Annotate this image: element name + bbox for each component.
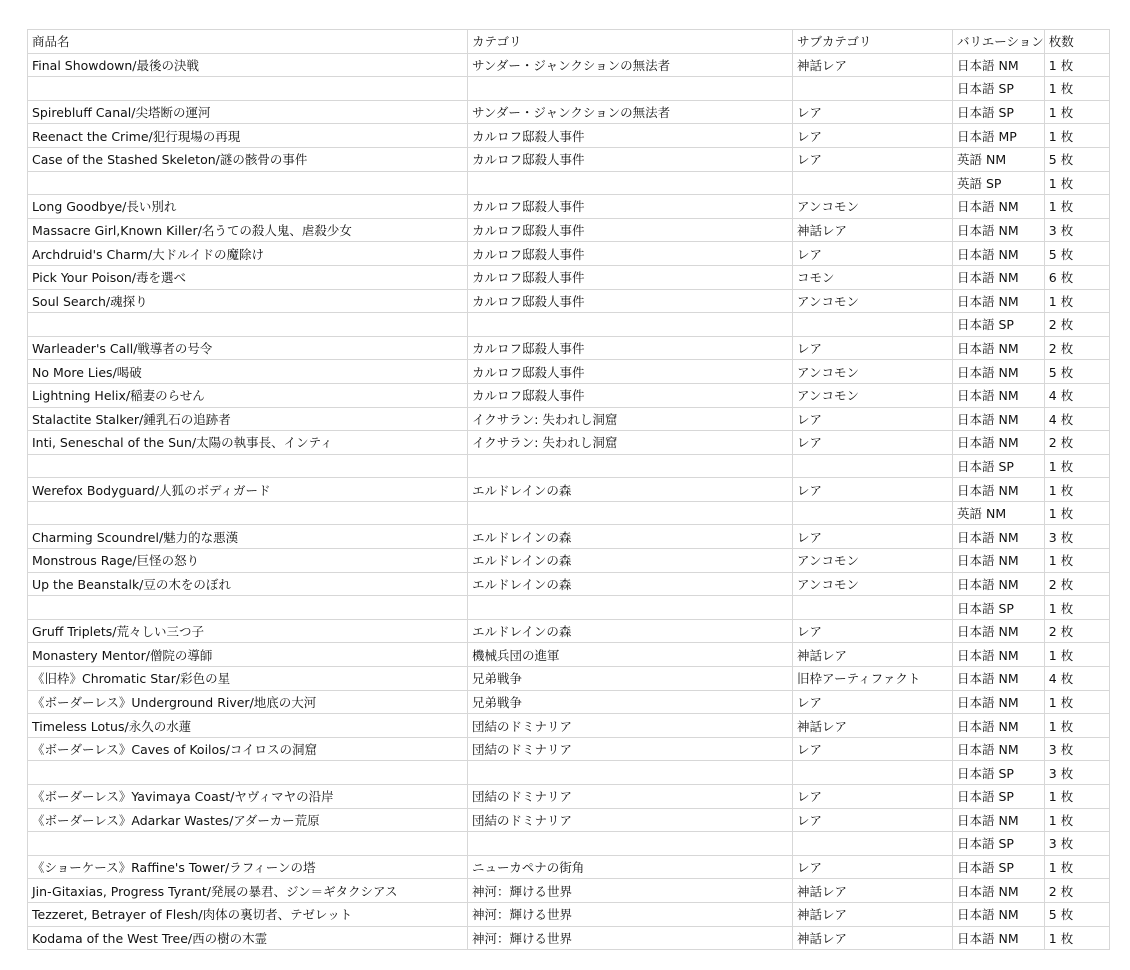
category-cell[interactable]: カルロフ邸殺人事件 [468, 195, 793, 219]
quantity-cell[interactable]: 1 枚 [1044, 77, 1109, 101]
header-variation[interactable]: バリエーション [953, 30, 1045, 54]
table-row [28, 808, 1110, 832]
category-cell[interactable]: 兄弟戦争 [468, 667, 793, 691]
variation-cell[interactable]: 日本語 NM [953, 643, 1045, 667]
category-cell[interactable]: イクサラン: 失われし洞窟 [468, 431, 793, 455]
quantity-cell[interactable]: 4 枚 [1044, 407, 1109, 431]
product-name-cell[interactable] [28, 501, 468, 525]
category-cell[interactable]: 神河：輝ける世界 [468, 902, 793, 926]
table-row [28, 289, 1110, 313]
category-cell[interactable] [468, 454, 793, 478]
subcategory-cell[interactable]: 神話レア [793, 643, 953, 667]
variation-cell[interactable]: 日本語 NM [953, 360, 1045, 384]
product-name-cell[interactable]: Jin-Gitaxias, Progress Tyrant/発展の暴君、ジン＝ギタクシアス [28, 879, 468, 903]
product-name-cell[interactable]: Inti, Seneschal of the Sun/太陽の執事長、インティ [28, 431, 468, 455]
product-name-cell[interactable]: Soul Search/魂探り [28, 289, 468, 313]
table-row [28, 879, 1110, 903]
subcategory-cell[interactable]: 神話レア [793, 53, 953, 77]
subcategory-cell[interactable]: レア [793, 808, 953, 832]
category-cell[interactable]: 機械兵団の進軍 [468, 643, 793, 667]
category-cell[interactable]: カルロフ邸殺人事件 [468, 265, 793, 289]
variation-cell[interactable]: 日本語 NM [953, 667, 1045, 691]
category-cell[interactable]: 団結のドミナリア [468, 785, 793, 809]
table-row [28, 737, 1110, 761]
variation-cell[interactable]: 日本語 MP [953, 124, 1045, 148]
subcategory-cell[interactable]: コモン [793, 265, 953, 289]
subcategory-cell[interactable]: レア [793, 407, 953, 431]
table-row [28, 360, 1110, 384]
subcategory-cell[interactable]: アンコモン [793, 572, 953, 596]
product-name-cell[interactable]: Warleader's Call/戦導者の号令 [28, 336, 468, 360]
subcategory-cell[interactable]: 神話レア [793, 926, 953, 950]
quantity-cell[interactable]: 2 枚 [1044, 336, 1109, 360]
quantity-cell[interactable]: 1 枚 [1044, 454, 1109, 478]
product-name-cell[interactable]: Monstrous Rage/巨怪の怒り [28, 549, 468, 573]
product-name-cell[interactable]: Massacre Girl,Known Killer/名うての殺人鬼、虐殺少女 [28, 218, 468, 242]
variation-cell[interactable]: 日本語 SP [953, 313, 1045, 337]
product-name-cell[interactable] [28, 761, 468, 785]
header-product-name[interactable]: 商品名 [28, 30, 468, 54]
table-row [28, 313, 1110, 337]
table-row [28, 218, 1110, 242]
product-name-cell[interactable]: 《ショーケース》Raffine's Tower/ラフィーンの塔 [28, 855, 468, 879]
variation-cell[interactable]: 日本語 NM [953, 289, 1045, 313]
variation-cell[interactable]: 日本語 NM [953, 690, 1045, 714]
category-cell[interactable]: エルドレインの森 [468, 549, 793, 573]
product-name-cell[interactable]: Charming Scoundrel/魅力的な悪漢 [28, 525, 468, 549]
quantity-cell[interactable]: 2 枚 [1044, 619, 1109, 643]
quantity-cell[interactable]: 3 枚 [1044, 761, 1109, 785]
variation-cell[interactable]: 日本語 NM [953, 619, 1045, 643]
category-cell[interactable]: カルロフ邸殺人事件 [468, 360, 793, 384]
quantity-cell[interactable]: 1 枚 [1044, 855, 1109, 879]
table-row [28, 431, 1110, 455]
subcategory-cell[interactable]: レア [793, 124, 953, 148]
variation-cell[interactable]: 日本語 NM [953, 336, 1045, 360]
category-cell[interactable]: サンダー・ジャンクションの無法者 [468, 100, 793, 124]
product-name-cell[interactable]: Werefox Bodyguard/人狐のボディガード [28, 478, 468, 502]
category-cell[interactable]: カルロフ邸殺人事件 [468, 289, 793, 313]
header-quantity[interactable]: 枚数 [1044, 30, 1109, 54]
subcategory-cell[interactable]: 神話レア [793, 902, 953, 926]
quantity-cell[interactable]: 3 枚 [1044, 218, 1109, 242]
quantity-cell[interactable]: 3 枚 [1044, 525, 1109, 549]
subcategory-cell[interactable]: アンコモン [793, 195, 953, 219]
category-cell[interactable]: 神河：輝ける世界 [468, 879, 793, 903]
inventory-table [27, 29, 1110, 950]
table-row [28, 501, 1110, 525]
category-cell[interactable] [468, 832, 793, 856]
table-row [28, 667, 1110, 691]
quantity-cell[interactable]: 6 枚 [1044, 265, 1109, 289]
table-row [28, 242, 1110, 266]
quantity-cell[interactable]: 1 枚 [1044, 478, 1109, 502]
product-name-cell[interactable]: 《ボーダーレス》Adarkar Wastes/アダーカー荒原 [28, 808, 468, 832]
quantity-cell[interactable]: 5 枚 [1044, 242, 1109, 266]
table-row [28, 147, 1110, 171]
table-row [28, 619, 1110, 643]
product-name-cell[interactable]: No More Lies/喝破 [28, 360, 468, 384]
product-name-cell[interactable]: 《ボーダーレス》Underground River/地底の大河 [28, 690, 468, 714]
variation-cell[interactable]: 日本語 SP [953, 77, 1045, 101]
quantity-cell[interactable]: 1 枚 [1044, 53, 1109, 77]
subcategory-cell[interactable] [793, 501, 953, 525]
category-cell[interactable]: エルドレインの森 [468, 525, 793, 549]
quantity-cell[interactable]: 1 枚 [1044, 100, 1109, 124]
subcategory-cell[interactable]: アンコモン [793, 383, 953, 407]
table-row [28, 171, 1110, 195]
category-cell[interactable]: カルロフ邸殺人事件 [468, 147, 793, 171]
quantity-cell[interactable]: 5 枚 [1044, 147, 1109, 171]
category-cell[interactable] [468, 501, 793, 525]
table-row [28, 100, 1110, 124]
quantity-cell[interactable]: 1 枚 [1044, 643, 1109, 667]
product-name-cell[interactable]: 《ボーダーレス》Yavimaya Coast/ヤヴィマヤの沿岸 [28, 785, 468, 809]
product-name-cell[interactable] [28, 77, 468, 101]
table-row [28, 77, 1110, 101]
product-name-cell[interactable] [28, 832, 468, 856]
table-row [28, 124, 1110, 148]
subcategory-cell[interactable] [793, 454, 953, 478]
quantity-cell[interactable]: 1 枚 [1044, 124, 1109, 148]
subcategory-cell[interactable]: 神話レア [793, 218, 953, 242]
variation-cell[interactable]: 日本語 NM [953, 902, 1045, 926]
subcategory-cell[interactable] [793, 761, 953, 785]
table-row [28, 855, 1110, 879]
product-name-cell[interactable]: Archdruid's Charm/大ドルイドの魔除け [28, 242, 468, 266]
category-cell[interactable] [468, 313, 793, 337]
quantity-cell[interactable]: 5 枚 [1044, 902, 1109, 926]
subcategory-cell[interactable]: レア [793, 478, 953, 502]
table-row [28, 761, 1110, 785]
category-cell[interactable]: サンダー・ジャンクションの無法者 [468, 53, 793, 77]
product-name-cell[interactable] [28, 596, 468, 620]
table-row [28, 336, 1110, 360]
category-cell[interactable]: カルロフ邸殺人事件 [468, 383, 793, 407]
subcategory-cell[interactable]: 神話レア [793, 879, 953, 903]
subcategory-cell[interactable] [793, 171, 953, 195]
variation-cell[interactable]: 英語 SP [953, 171, 1045, 195]
category-cell[interactable]: 兄弟戦争 [468, 690, 793, 714]
category-cell[interactable] [468, 761, 793, 785]
subcategory-cell[interactable]: レア [793, 785, 953, 809]
variation-cell[interactable]: 日本語 NM [953, 926, 1045, 950]
quantity-cell[interactable]: 1 枚 [1044, 926, 1109, 950]
variation-cell[interactable]: 日本語 NM [953, 242, 1045, 266]
subcategory-cell[interactable] [793, 313, 953, 337]
variation-cell[interactable]: 日本語 NM [953, 383, 1045, 407]
table-row [28, 643, 1110, 667]
table-row [28, 714, 1110, 738]
subcategory-cell[interactable]: レア [793, 431, 953, 455]
product-name-cell[interactable]: Gruff Triplets/荒々しい三つ子 [28, 619, 468, 643]
table-row [28, 785, 1110, 809]
table-row [28, 407, 1110, 431]
product-name-cell[interactable]: Reenact the Crime/犯行現場の再現 [28, 124, 468, 148]
table-row [28, 265, 1110, 289]
quantity-cell[interactable]: 3 枚 [1044, 832, 1109, 856]
category-cell[interactable]: 団結のドミナリア [468, 808, 793, 832]
variation-cell[interactable]: 日本語 NM [953, 407, 1045, 431]
variation-cell[interactable]: 日本語 SP [953, 855, 1045, 879]
quantity-cell[interactable]: 1 枚 [1044, 690, 1109, 714]
subcategory-cell[interactable]: 神話レア [793, 714, 953, 738]
quantity-cell[interactable]: 2 枚 [1044, 572, 1109, 596]
variation-cell[interactable]: 日本語 NM [953, 808, 1045, 832]
variation-cell[interactable]: 日本語 NM [953, 737, 1045, 761]
category-cell[interactable] [468, 77, 793, 101]
subcategory-cell[interactable]: レア [793, 336, 953, 360]
subcategory-cell[interactable]: レア [793, 619, 953, 643]
table-row [28, 549, 1110, 573]
category-cell[interactable]: エルドレインの森 [468, 572, 793, 596]
category-cell[interactable]: エルドレインの森 [468, 619, 793, 643]
category-cell[interactable]: カルロフ邸殺人事件 [468, 124, 793, 148]
variation-cell[interactable]: 日本語 SP [953, 454, 1045, 478]
variation-cell[interactable]: 日本語 NM [953, 879, 1045, 903]
variation-cell[interactable]: 日本語 NM [953, 478, 1045, 502]
category-cell[interactable]: 神河：輝ける世界 [468, 926, 793, 950]
subcategory-cell[interactable]: アンコモン [793, 549, 953, 573]
product-name-cell[interactable]: Monastery Mentor/僧院の導師 [28, 643, 468, 667]
header-row [28, 30, 1110, 54]
category-cell[interactable]: カルロフ邸殺人事件 [468, 336, 793, 360]
product-name-cell[interactable] [28, 313, 468, 337]
table-row [28, 832, 1110, 856]
product-name-cell[interactable]: Spirebluff Canal/尖塔断の運河 [28, 100, 468, 124]
product-name-cell[interactable]: Case of the Stashed Skeleton/謎の骸骨の事件 [28, 147, 468, 171]
quantity-cell[interactable]: 1 枚 [1044, 808, 1109, 832]
quantity-cell[interactable]: 2 枚 [1044, 313, 1109, 337]
table-row [28, 902, 1110, 926]
category-cell[interactable]: 団結のドミナリア [468, 737, 793, 761]
table-row [28, 690, 1110, 714]
quantity-cell[interactable]: 3 枚 [1044, 737, 1109, 761]
product-name-cell[interactable]: Lightning Helix/稲妻のらせん [28, 383, 468, 407]
quantity-cell[interactable]: 4 枚 [1044, 383, 1109, 407]
subcategory-cell[interactable]: レア [793, 690, 953, 714]
table-row [28, 478, 1110, 502]
quantity-cell[interactable]: 1 枚 [1044, 289, 1109, 313]
variation-cell[interactable]: 日本語 SP [953, 785, 1045, 809]
table-row [28, 525, 1110, 549]
product-name-cell[interactable]: Pick Your Poison/毒を選べ [28, 265, 468, 289]
table-row [28, 596, 1110, 620]
table-row [28, 454, 1110, 478]
subcategory-cell[interactable]: アンコモン [793, 360, 953, 384]
category-cell[interactable]: 団結のドミナリア [468, 714, 793, 738]
quantity-cell[interactable]: 1 枚 [1044, 714, 1109, 738]
variation-cell[interactable]: 日本語 NM [953, 572, 1045, 596]
quantity-cell[interactable]: 1 枚 [1044, 501, 1109, 525]
subcategory-cell[interactable]: 旧枠アーティファクト [793, 667, 953, 691]
category-cell[interactable]: エルドレインの森 [468, 478, 793, 502]
table-row [28, 926, 1110, 950]
variation-cell[interactable]: 日本語 NM [953, 218, 1045, 242]
table-row [28, 53, 1110, 77]
product-name-cell[interactable]: 《旧枠》Chromatic Star/彩色の星 [28, 667, 468, 691]
variation-cell[interactable]: 日本語 SP [953, 761, 1045, 785]
product-name-cell[interactable]: 《ボーダーレス》Caves of Koilos/コイロスの洞窟 [28, 737, 468, 761]
product-name-cell[interactable]: Long Goodbye/長い別れ [28, 195, 468, 219]
subcategory-cell[interactable]: レア [793, 737, 953, 761]
variation-cell[interactable]: 日本語 NM [953, 431, 1045, 455]
quantity-cell[interactable]: 5 枚 [1044, 360, 1109, 384]
variation-cell[interactable]: 日本語 NM [953, 53, 1045, 77]
subcategory-cell[interactable]: アンコモン [793, 289, 953, 313]
category-cell[interactable]: ニューカペナの街角 [468, 855, 793, 879]
quantity-cell[interactable]: 2 枚 [1044, 431, 1109, 455]
quantity-cell[interactable]: 1 枚 [1044, 195, 1109, 219]
variation-cell[interactable]: 日本語 SP [953, 100, 1045, 124]
subcategory-cell[interactable] [793, 77, 953, 101]
subcategory-cell[interactable]: レア [793, 242, 953, 266]
category-cell[interactable]: イクサラン: 失われし洞窟 [468, 407, 793, 431]
variation-cell[interactable]: 日本語 SP [953, 596, 1045, 620]
header-subcategory[interactable]: サブカテゴリ [793, 30, 953, 54]
variation-cell[interactable]: 英語 NM [953, 147, 1045, 171]
variation-cell[interactable]: 英語 NM [953, 501, 1045, 525]
product-name-cell[interactable] [28, 454, 468, 478]
product-name-cell[interactable]: Timeless Lotus/永久の水蓮 [28, 714, 468, 738]
quantity-cell[interactable]: 1 枚 [1044, 171, 1109, 195]
subcategory-cell[interactable]: レア [793, 855, 953, 879]
variation-cell[interactable]: 日本語 NM [953, 195, 1045, 219]
product-name-cell[interactable] [28, 171, 468, 195]
subcategory-cell[interactable] [793, 832, 953, 856]
table-row [28, 383, 1110, 407]
variation-cell[interactable]: 日本語 NM [953, 525, 1045, 549]
variation-cell[interactable]: 日本語 NM [953, 265, 1045, 289]
category-cell[interactable] [468, 171, 793, 195]
subcategory-cell[interactable]: レア [793, 147, 953, 171]
variation-cell[interactable]: 日本語 SP [953, 832, 1045, 856]
quantity-cell[interactable]: 1 枚 [1044, 596, 1109, 620]
category-cell[interactable]: カルロフ邸殺人事件 [468, 242, 793, 266]
subcategory-cell[interactable]: レア [793, 525, 953, 549]
quantity-cell[interactable]: 2 枚 [1044, 879, 1109, 903]
variation-cell[interactable]: 日本語 NM [953, 714, 1045, 738]
product-name-cell[interactable]: Final Showdown/最後の決戦 [28, 53, 468, 77]
quantity-cell[interactable]: 1 枚 [1044, 549, 1109, 573]
header-category[interactable]: カテゴリ [468, 30, 793, 54]
table-row [28, 195, 1110, 219]
product-name-cell[interactable]: Up the Beanstalk/豆の木をのぼれ [28, 572, 468, 596]
product-name-cell[interactable]: Kodama of the West Tree/西の樹の木霊 [28, 926, 468, 950]
product-name-cell[interactable]: Stalactite Stalker/鍾乳石の追跡者 [28, 407, 468, 431]
product-name-cell[interactable]: Tezzeret, Betrayer of Flesh/肉体の裏切者、テゼレット [28, 902, 468, 926]
category-cell[interactable]: カルロフ邸殺人事件 [468, 218, 793, 242]
variation-cell[interactable]: 日本語 NM [953, 549, 1045, 573]
quantity-cell[interactable]: 1 枚 [1044, 785, 1109, 809]
table-row [28, 572, 1110, 596]
quantity-cell[interactable]: 4 枚 [1044, 667, 1109, 691]
subcategory-cell[interactable]: レア [793, 100, 953, 124]
category-cell[interactable] [468, 596, 793, 620]
subcategory-cell[interactable] [793, 596, 953, 620]
